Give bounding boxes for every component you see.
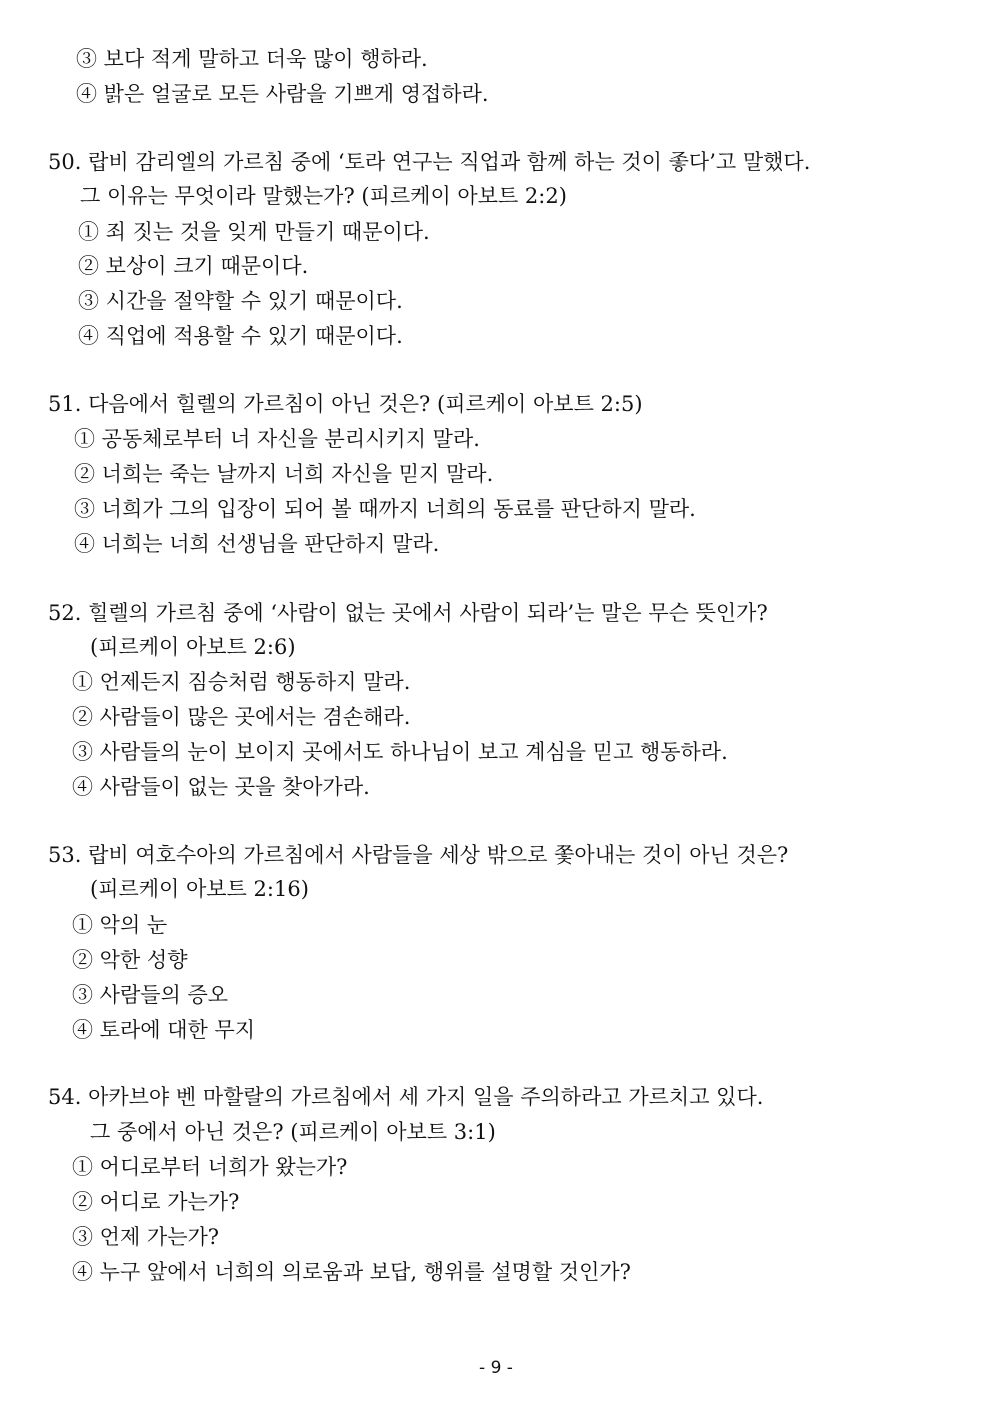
question-51-option-1: ① 공동체로부터 너 자신을 분리시키지 말라. [74, 427, 480, 451]
question-50-option-2: ② 보상이 크기 때문이다. [78, 254, 309, 278]
question-53-title: 53. 랍비 여호수아의 가르침에서 사람들을 세상 밖으로 쫓아내는 것이 아닌 것은? [48, 843, 789, 867]
question-52-option-1: ① 언제든지 짐승처럼 행동하지 말라. [72, 670, 411, 694]
option-line: ④ 밝은 얼굴로 모든 사람을 기쁘게 영접하라. [76, 82, 489, 106]
question-51-title: 51. 다음에서 힐렐의 가르침이 아닌 것은? (피르케이 아보트 2:5) [48, 392, 643, 416]
question-51-option-4: ④ 너희는 너희 선생님을 판단하지 말라. [74, 532, 440, 556]
question-52-option-2: ② 사람들이 많은 곳에서는 겸손해라. [72, 705, 411, 729]
question-54-option-2: ② 어디로 가는가? [72, 1190, 240, 1214]
question-52-option-4: ④ 사람들이 없는 곳을 찾아가라. [72, 775, 370, 799]
question-53-option-2: ② 악한 성향 [72, 948, 188, 972]
question-50-title: 50. 랍비 감리엘의 가르침 중에 ‘토라 연구는 직업과 함께 하는 것이 좋다’고 말했다. [48, 150, 811, 174]
question-54-option-4: ④ 누구 앞에서 너희의 의로움과 보답, 행위를 설명할 것인가? [72, 1260, 631, 1284]
question-50-title-cont: 그 이유는 무엇이라 말했는가? (피르케이 아보트 2:2) [80, 184, 567, 208]
question-50-option-1: ① 죄 짓는 것을 잊게 만들기 때문이다. [78, 220, 430, 244]
question-51-option-3: ③ 너희가 그의 입장이 되어 볼 때까지 너희의 동료를 판단하지 말라. [74, 497, 696, 521]
question-53-option-4: ④ 토라에 대한 무지 [72, 1018, 256, 1042]
question-50-option-4: ④ 직업에 적용할 수 있기 때문이다. [78, 324, 403, 348]
option-line: ③ 보다 적게 말하고 더욱 많이 행하라. [76, 47, 428, 71]
question-54-title-cont: 그 중에서 아닌 것은? (피르케이 아보트 3:1) [90, 1120, 496, 1144]
question-52-title-cont: (피르케이 아보트 2:6) [90, 635, 296, 659]
question-51-option-2: ② 너희는 죽는 날까지 너희 자신을 믿지 말라. [74, 462, 494, 486]
question-54-option-3: ③ 언제 가는가? [72, 1225, 220, 1249]
question-50-option-3: ③ 시간을 절약할 수 있기 때문이다. [78, 289, 403, 313]
question-52-title: 52. 힐렐의 가르침 중에 ‘사람이 없는 곳에서 사람이 되라’는 말은 무슨 뜻인가? [48, 601, 768, 625]
question-52-option-3: ③ 사람들의 눈이 보이지 곳에서도 하나님이 보고 계심을 믿고 행동하라. [72, 740, 728, 764]
question-54-option-1: ① 어디로부터 너희가 왔는가? [72, 1155, 348, 1179]
question-54-title: 54. 아카브야 벤 마할랄의 가르침에서 세 가지 일을 주의하라고 가르치고 있다. [48, 1085, 764, 1109]
question-53-option-3: ③ 사람들의 증오 [72, 983, 229, 1007]
question-53-title-cont: (피르케이 아보트 2:16) [90, 877, 309, 901]
question-53-option-1: ① 악의 눈 [72, 913, 168, 937]
page-number: - 9 - [479, 1358, 513, 1378]
